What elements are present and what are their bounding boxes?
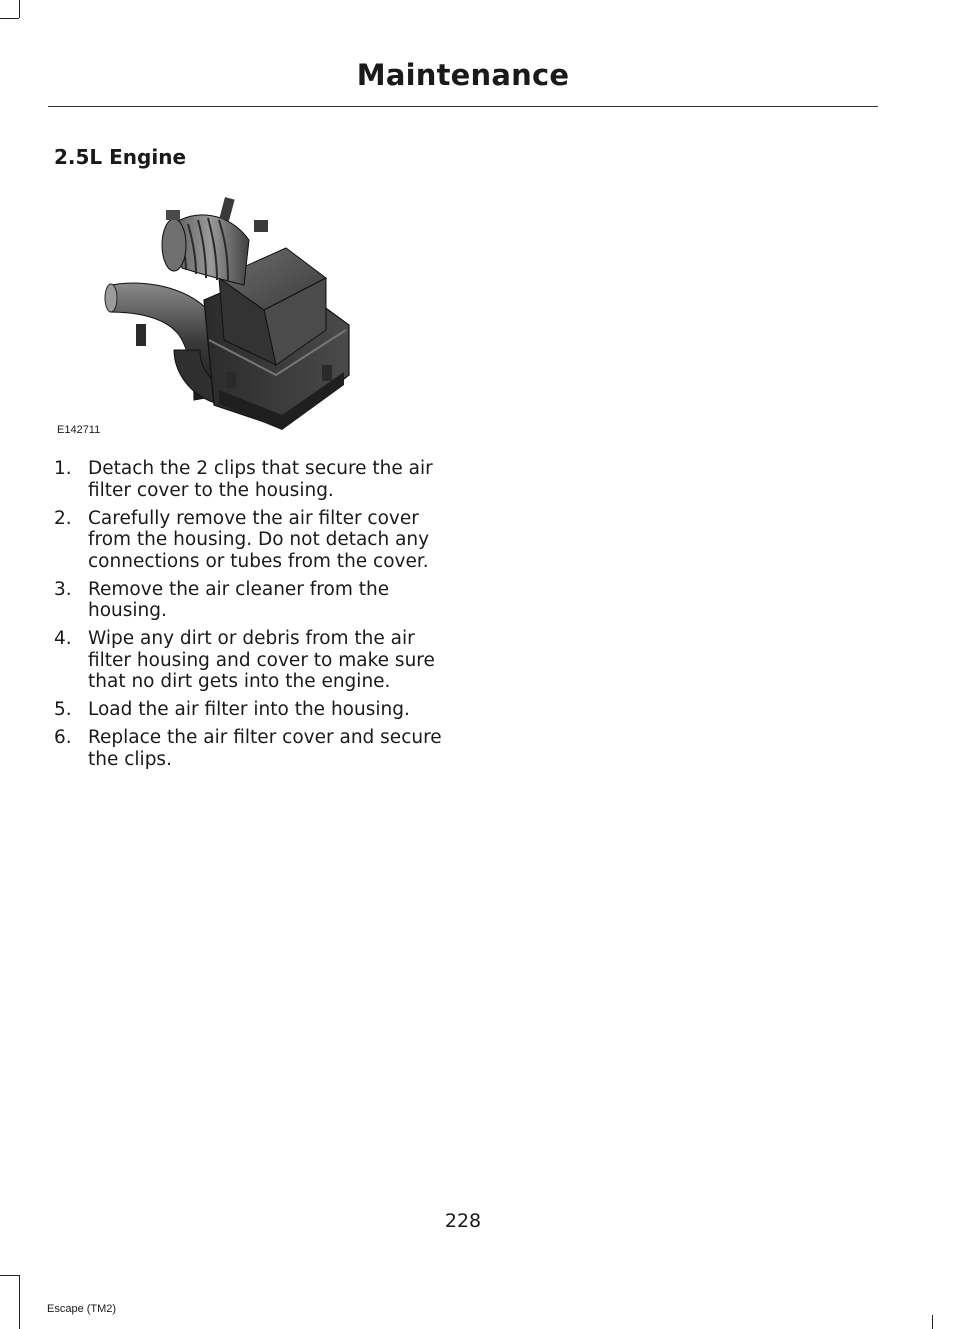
step-number: 1. <box>54 458 72 479</box>
crop-mark-top-left-h <box>0 18 19 19</box>
air-filter-figure <box>54 190 384 442</box>
step-text: Remove the air cleaner from the housing. <box>88 578 390 621</box>
list-item <box>54 458 454 501</box>
page-title: Maintenance <box>356 58 570 92</box>
step-number: 2. <box>54 507 72 529</box>
crop-mark-bottom-left-h <box>0 1275 19 1276</box>
step-text: Wipe any dirt or debris from the air filter housing and cover to make sure that no dirt gets into the engine. <box>88 628 435 692</box>
crop-mark-bottom-right <box>932 1315 933 1329</box>
page-number: 228 <box>444 1210 482 1232</box>
step-number: 4. <box>54 628 72 649</box>
crop-mark-top-left <box>19 0 20 18</box>
step-text: Replace the air filter cover and secure the clips. <box>88 727 442 770</box>
figure-id: E142711 <box>57 424 101 436</box>
step-number: 3. <box>54 578 72 600</box>
list-item <box>54 727 454 770</box>
step-text: Load the air filter into the housing. <box>88 699 410 720</box>
step-text: Carefully remove the air filter cover from the housing. Do not detach any connections or tubes from the cover. <box>88 507 430 572</box>
step-number: 6. <box>54 727 72 748</box>
procedure-steps <box>54 458 454 777</box>
list-item <box>54 508 454 573</box>
air-filter-housing-illustration <box>54 190 384 442</box>
list-item <box>54 699 454 721</box>
header-divider <box>48 106 878 107</box>
step-text: Detach the 2 clips that secure the air filter cover to the housing. <box>88 458 433 501</box>
list-item <box>54 628 454 693</box>
section-heading: 2.5L Engine <box>54 145 187 169</box>
step-number: 5. <box>54 699 72 720</box>
footer-model: Escape (TM2) <box>47 1303 117 1315</box>
list-item <box>54 579 454 622</box>
crop-mark-bottom-left <box>19 1275 20 1329</box>
